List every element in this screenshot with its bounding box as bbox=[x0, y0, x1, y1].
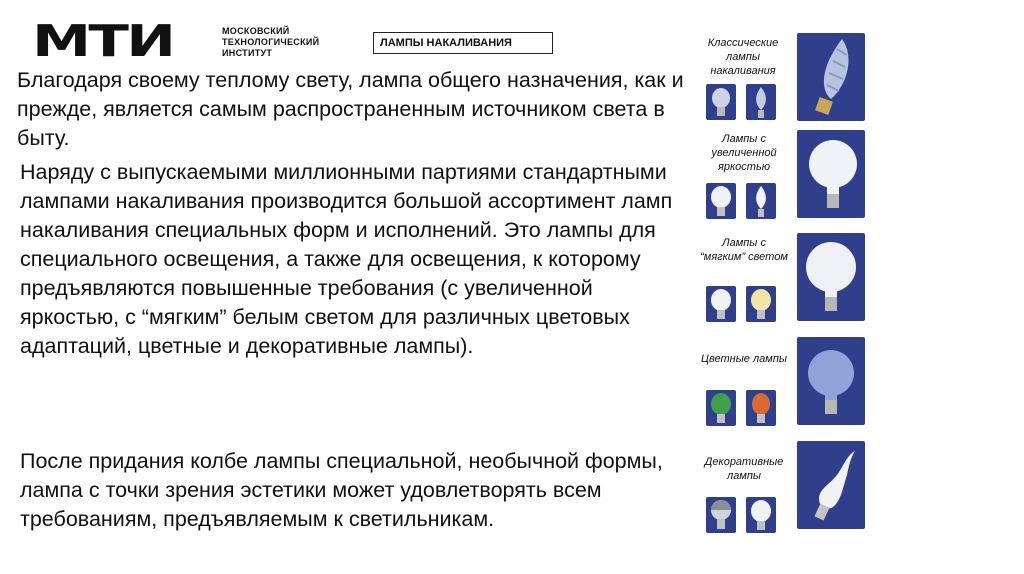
slide-title: ЛАМПЫ НАКАЛИВАНИЯ bbox=[373, 32, 553, 54]
bulb-globe-white-photo bbox=[797, 130, 865, 218]
logo-mark: МТИ bbox=[32, 16, 174, 67]
paragraph-assortment: Наряду с выпускаемыми миллионными партиями стандартными лампами накаливания производится большой ассортимент ламп накаливания специальных форм и исполнений. Это лампы для специального освещения, а также для освещения, к которому предъявляются повышенные требования (с увеличенной яркостью, с “мягким” белым светом для различных цветовых адаптаций, цветные и декоративные лампы). bbox=[20, 160, 673, 358]
bulb-twisted-candle-photo bbox=[797, 33, 865, 121]
bulb-orange-thumb bbox=[746, 390, 776, 426]
bulb-mirror-thumb bbox=[706, 497, 736, 533]
bulb-frosted-candle-thumb bbox=[746, 183, 776, 219]
bulb-flame-tip-photo bbox=[797, 441, 865, 529]
bulb-small-globe-thumb bbox=[746, 497, 776, 533]
paragraph-aesthetics: После придания колбе лампы специальной, необычной формы, лампа с точки зрения эстетики может удовлетворять всем требованиям, предъявляемым к светильникам. bbox=[20, 449, 663, 531]
bulb-soft-yellow-thumb bbox=[746, 286, 776, 322]
logo-line: ТЕХНОЛОГИЧЕСКИЙ bbox=[222, 36, 320, 47]
category-label: Классические лампы накаливания bbox=[707, 37, 779, 77]
bulb-blue-photo bbox=[797, 337, 865, 425]
category-label: Декоративные лампы bbox=[704, 456, 784, 482]
bulb-candle-thumb bbox=[746, 84, 776, 120]
paragraph-intro: Благодаря своему теплому свету, лампа общего назначения, как и прежде, является самым распространенным источником света в быту. bbox=[17, 68, 684, 150]
bulb-globe-soft-photo bbox=[797, 233, 865, 321]
category-label: Лампы с увеличенной яркостью bbox=[711, 133, 777, 173]
logo bbox=[32, 16, 320, 67]
logo-line: МОСКОВСКИЙ bbox=[222, 25, 290, 36]
logo-line: ИНСТИТУТ bbox=[222, 47, 273, 58]
category-label: Лампы с “мягким” светом bbox=[700, 237, 788, 263]
bulb-green-thumb bbox=[706, 390, 736, 426]
bulb-frosted-thumb bbox=[706, 183, 736, 219]
bulb-clear-thumb bbox=[706, 84, 736, 120]
bulb-soft-white-thumb bbox=[706, 286, 736, 322]
category-label: Цветные лампы bbox=[701, 353, 787, 365]
